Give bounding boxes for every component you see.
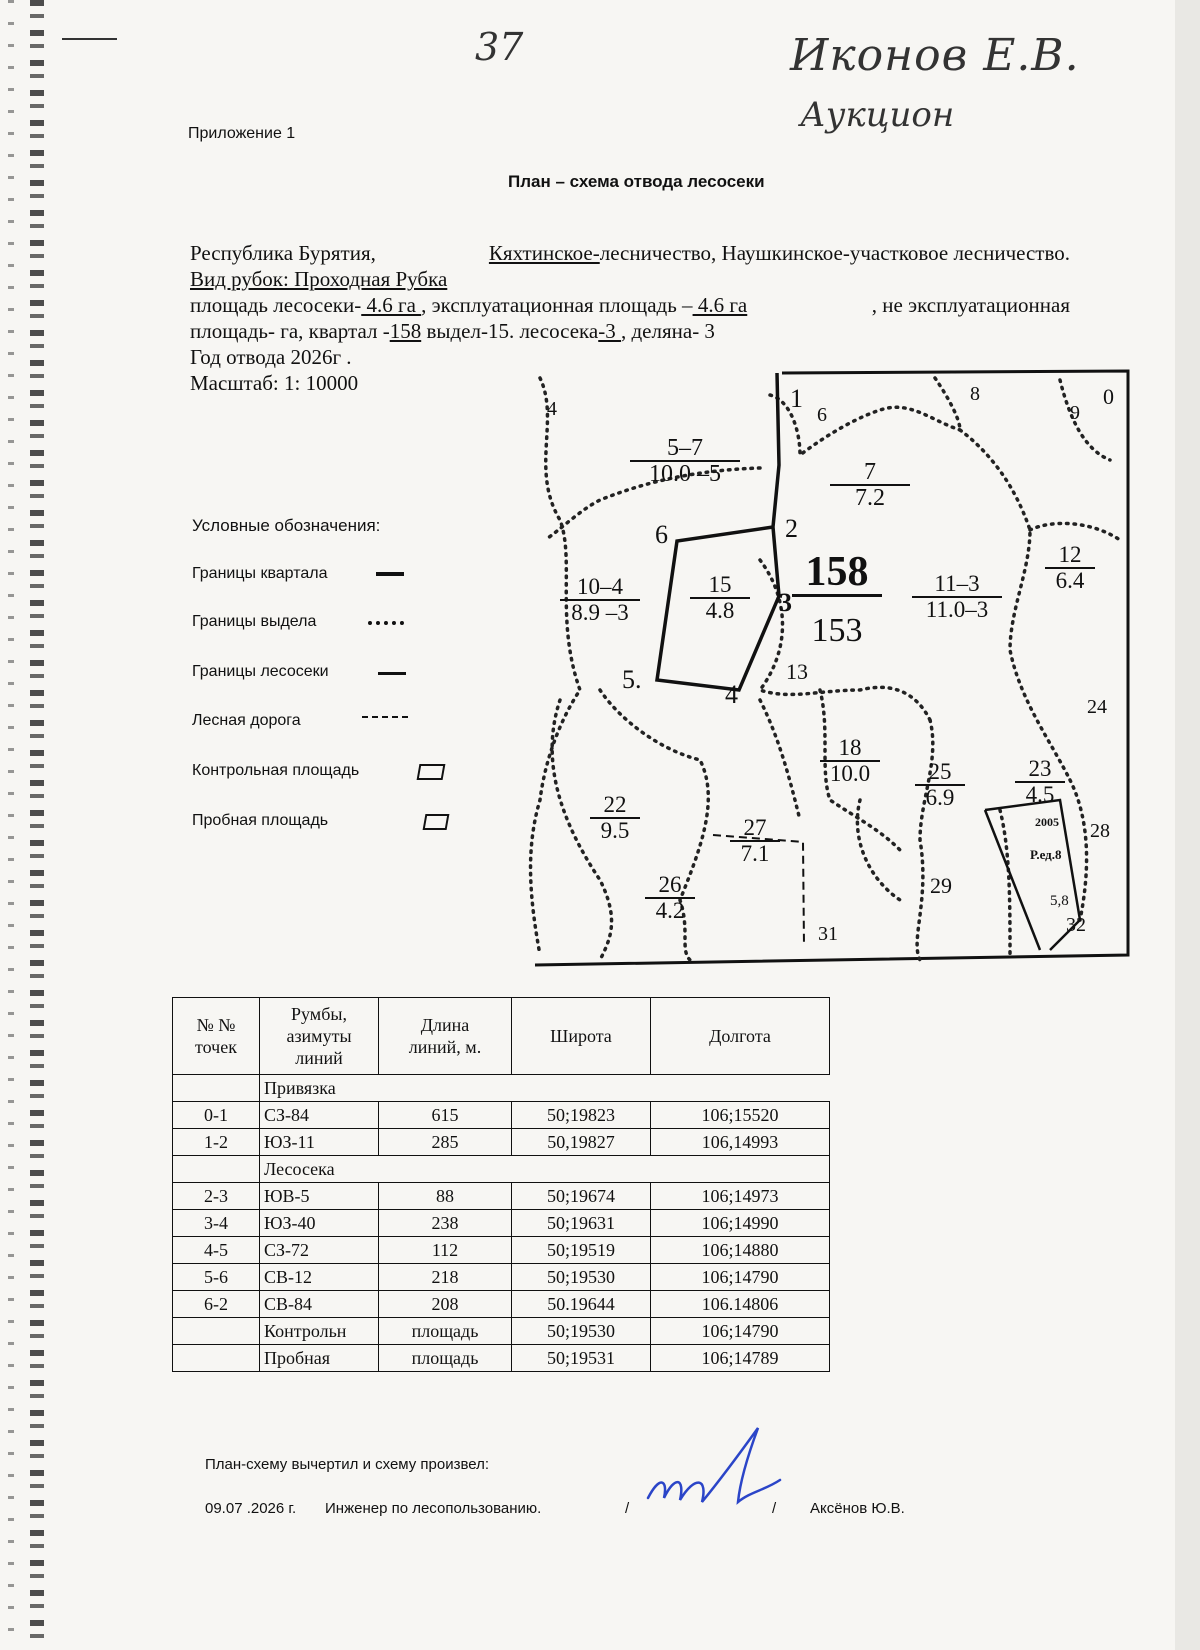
point-1: 1 bbox=[790, 384, 803, 413]
col-rumbs: Румбы, азимуты линий bbox=[260, 998, 379, 1075]
cell-lon: 106;14973 bbox=[651, 1183, 830, 1210]
section-row bbox=[173, 1156, 830, 1183]
delyana-label: , деляна- 3 bbox=[620, 319, 715, 343]
vydel-23-edge bbox=[985, 810, 1040, 950]
vydel-label bbox=[830, 460, 910, 510]
control-label: Контрольн bbox=[260, 1318, 379, 1345]
cell-rumb: СЗ-72 bbox=[260, 1237, 379, 1264]
vydel-number: 29 bbox=[930, 873, 952, 898]
cell-points: 5-6 bbox=[173, 1264, 260, 1291]
table-row bbox=[173, 1183, 830, 1210]
vydel-label bbox=[645, 873, 695, 923]
vydel-number: 5–7 bbox=[630, 436, 740, 462]
cell-length: 208 bbox=[379, 1291, 512, 1318]
vydel-area: 6.9 bbox=[925, 785, 955, 810]
probe-lat: 50;19531 bbox=[512, 1345, 651, 1372]
vydel-number: 5,8 bbox=[1050, 893, 1069, 909]
vydel-number: 4 bbox=[547, 398, 557, 420]
legend-title: Условные обозначения: bbox=[192, 516, 381, 535]
point-6: 6 bbox=[655, 520, 668, 549]
probe-label-2: площадь bbox=[379, 1345, 512, 1372]
document-title: План – схема отвода лесосеки bbox=[508, 172, 765, 191]
vydel-area: 4.5 bbox=[1025, 782, 1055, 807]
cell-lon: 106,14993 bbox=[651, 1129, 830, 1156]
cell-points: 4-5 bbox=[173, 1237, 260, 1264]
cell-points: 1-2 bbox=[173, 1129, 260, 1156]
col-points: № № точек bbox=[173, 998, 260, 1075]
quarter-below: 153 bbox=[811, 612, 863, 649]
exploit-value: 4.6 га bbox=[692, 293, 748, 317]
vydel-label bbox=[1045, 543, 1095, 593]
vydel-area: 6.4 bbox=[1055, 568, 1085, 593]
col-length: Длина линий, м. bbox=[379, 998, 512, 1075]
exploit-label: , эксплуатационная площадь – bbox=[421, 293, 693, 317]
cell-points: 2-3 bbox=[173, 1183, 260, 1210]
point-0: 0 bbox=[1103, 384, 1114, 409]
vydel-area: 4.8 bbox=[705, 598, 735, 623]
vydel-number: 13 bbox=[786, 659, 808, 684]
control-lat: 50;19530 bbox=[512, 1318, 651, 1345]
vydel-label bbox=[912, 572, 1002, 622]
cell-points: 6-2 bbox=[173, 1291, 260, 1318]
cell-length: 615 bbox=[379, 1102, 512, 1129]
vydel-area: 8.9 –3 bbox=[571, 600, 629, 625]
cell-rumb: СВ-12 bbox=[260, 1264, 379, 1291]
col-lon: Долгота bbox=[651, 998, 830, 1075]
cell-lon: 106;15520 bbox=[651, 1102, 830, 1129]
vydel-number: 22 bbox=[590, 793, 640, 819]
cell-length: 218 bbox=[379, 1264, 512, 1291]
cell-lat: 50,19827 bbox=[512, 1129, 651, 1156]
cell-lat: 50;19631 bbox=[512, 1210, 651, 1237]
cell-lat: 50.19644 bbox=[512, 1291, 651, 1318]
vydel-number: 24 bbox=[1087, 696, 1107, 718]
vydel-number: 7 bbox=[830, 460, 910, 486]
republic: Республика Бурятия, bbox=[190, 241, 376, 265]
signature bbox=[640, 1420, 790, 1515]
vydel-area: 7.2 bbox=[855, 485, 885, 511]
table-row bbox=[173, 1210, 830, 1237]
vydel-area: 4.2 bbox=[655, 898, 685, 923]
handwritten-note: Аукцион bbox=[800, 95, 955, 135]
table-row bbox=[173, 1237, 830, 1264]
cell-rumb: ЮЗ-11 bbox=[260, 1129, 379, 1156]
legend-quarter: Границы квартала bbox=[192, 565, 328, 582]
footer-line: План-схему вычертил и схему произвел: bbox=[205, 1456, 490, 1473]
forestry-rest: лесничество, Наушкинское-участковое лесничество. bbox=[599, 241, 1070, 265]
quarter-value: 158 bbox=[389, 319, 422, 343]
control-lon: 106;14790 bbox=[651, 1318, 830, 1345]
footer-slash-2: / bbox=[772, 1500, 777, 1517]
table-header-row bbox=[173, 998, 830, 1075]
cell-rumb: ЮЗ-40 bbox=[260, 1210, 379, 1237]
cell-length: 285 bbox=[379, 1129, 512, 1156]
vydel-label bbox=[630, 436, 740, 486]
vydel-number: 10–4 bbox=[560, 575, 640, 601]
vydel-year: 2005 bbox=[1035, 815, 1059, 829]
probe-lon: 106;14789 bbox=[651, 1345, 830, 1372]
legend-vydel: Границы выдела bbox=[192, 613, 317, 630]
vydel-number: 25 bbox=[915, 760, 965, 786]
appendix-label: Приложение 1 bbox=[188, 125, 296, 142]
cell-lat: 50;19674 bbox=[512, 1183, 651, 1210]
vydel-number: 31 bbox=[818, 923, 838, 945]
legend-control: Контрольная площадь bbox=[192, 762, 360, 779]
vydel-number: 6 bbox=[817, 404, 827, 426]
vydel-label bbox=[820, 736, 880, 786]
forestry-name: Кяхтинское- bbox=[488, 241, 600, 265]
point-4: 4 bbox=[725, 680, 738, 709]
info-line-6: Масштаб: 1: 10000 bbox=[190, 371, 359, 395]
section-name: Привязка bbox=[260, 1075, 830, 1102]
vydel-label bbox=[690, 573, 750, 623]
vydel-label bbox=[1015, 757, 1065, 807]
vydel-number: 26 bbox=[645, 873, 695, 899]
vydel-area: 7.1 bbox=[740, 841, 770, 866]
lesoseka-boundary bbox=[657, 373, 779, 690]
control-area-row bbox=[173, 1318, 830, 1345]
vydel-label: выдел-15. лесосека bbox=[421, 319, 599, 343]
cell-length: 238 bbox=[379, 1210, 512, 1237]
vydel-area: 10.0 bbox=[829, 761, 871, 786]
footer-position: Инженер по лесопользованию. bbox=[325, 1500, 542, 1517]
cell-rumb: СЗ-84 bbox=[260, 1102, 379, 1129]
cell-lon: 106.14806 bbox=[651, 1291, 830, 1318]
cell-lon: 106;14790 bbox=[651, 1264, 830, 1291]
vydel-number: 23 bbox=[1015, 757, 1065, 783]
lesoseka-value: -3 bbox=[598, 319, 621, 343]
cut-type: Вид рубок: Проходная Рубка bbox=[190, 267, 448, 291]
page-number: 37 bbox=[475, 25, 524, 69]
vydel-label bbox=[590, 793, 640, 843]
vydel-label bbox=[730, 816, 780, 866]
legend-probe: Пробная площадь bbox=[192, 812, 329, 829]
quarter-label: площадь- га, квартал - bbox=[190, 319, 390, 343]
footer-slash-1: / bbox=[625, 1500, 630, 1517]
section-name: Лесосека bbox=[260, 1156, 830, 1183]
vydel-boundaries bbox=[531, 378, 1120, 960]
cell-length: 112 bbox=[379, 1237, 512, 1264]
footer-name: Аксёнов Ю.В. bbox=[810, 1500, 905, 1517]
table-row bbox=[173, 1102, 830, 1129]
vydel-label bbox=[560, 575, 640, 625]
cell-lon: 106;14990 bbox=[651, 1210, 830, 1237]
vydel-number: 27 bbox=[730, 816, 780, 842]
vydel-number: 9 bbox=[1070, 402, 1080, 424]
vydel-label bbox=[915, 760, 965, 810]
vydel-note: Р.ед.8 bbox=[1030, 847, 1062, 862]
vydel-area: 9.5 bbox=[600, 818, 630, 843]
vydel-area: 11.0–3 bbox=[925, 597, 989, 622]
point-5: 5. bbox=[622, 665, 642, 694]
area-value: 4.6 га bbox=[361, 293, 422, 317]
non-exploit-label: , не эксплуатационная bbox=[871, 293, 1070, 317]
legend-road: Лесная дорога bbox=[192, 712, 301, 729]
vydel-number: 28 bbox=[1090, 820, 1110, 842]
legend-lesoseka: Границы лесосеки bbox=[192, 663, 329, 680]
table-row bbox=[173, 1264, 830, 1291]
control-label-2: площадь bbox=[379, 1318, 512, 1345]
vydel-number: 11–3 bbox=[912, 572, 1002, 598]
cell-rumb: ЮВ-5 bbox=[260, 1183, 379, 1210]
vydel-number: 32 bbox=[1066, 914, 1086, 936]
col-lat: Широта bbox=[512, 998, 651, 1075]
footer-date: 09.07 .2026 г. bbox=[205, 1500, 297, 1517]
cell-lat: 50;19823 bbox=[512, 1102, 651, 1129]
vydel-area: 10.0 –5 bbox=[649, 461, 721, 487]
vydel-number: 8 bbox=[970, 383, 980, 405]
table-row bbox=[173, 1291, 830, 1318]
vydel-number: 15 bbox=[690, 573, 750, 599]
info-line-5: Год отвода 2026г . bbox=[190, 345, 352, 369]
cell-points: 0-1 bbox=[173, 1102, 260, 1129]
table-row bbox=[173, 1129, 830, 1156]
point-3: 3 bbox=[779, 588, 792, 617]
section-row bbox=[173, 1075, 830, 1102]
point-2: 2 bbox=[785, 514, 798, 543]
cell-length: 88 bbox=[379, 1183, 512, 1210]
vydel-number: 18 bbox=[820, 736, 880, 762]
handwritten-name: Иконов Е.В. bbox=[790, 30, 1080, 81]
cell-lon: 106;14880 bbox=[651, 1237, 830, 1264]
probe-area-row bbox=[173, 1345, 830, 1372]
probe-label: Пробная bbox=[260, 1345, 379, 1372]
cell-lat: 50;19519 bbox=[512, 1237, 651, 1264]
quarter-number: 158 bbox=[792, 550, 882, 597]
cell-lat: 50;19530 bbox=[512, 1264, 651, 1291]
area-label: площадь лесосеки- bbox=[190, 293, 362, 317]
cell-points: 3-4 bbox=[173, 1210, 260, 1237]
coordinates-table bbox=[172, 997, 830, 1372]
vydel-number: 12 bbox=[1045, 543, 1095, 569]
cell-rumb: СВ-84 bbox=[260, 1291, 379, 1318]
